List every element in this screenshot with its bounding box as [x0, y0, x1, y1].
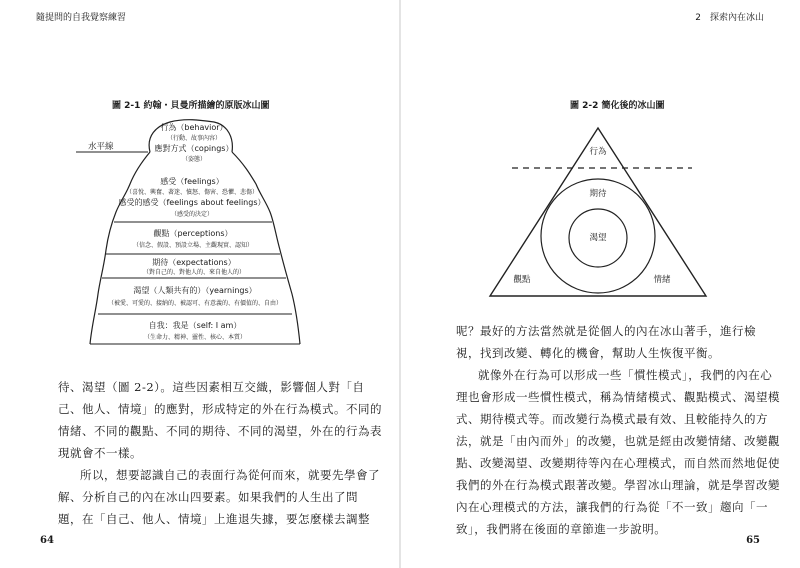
tier-feelings-about-feelings: 感受的感受（feelings about feelings）: [118, 198, 266, 207]
label-behavior: 行為: [589, 147, 607, 157]
tier-feelings-sub: （喜悅、興奮、著迷、憤怒、傷害、恐懼、悲傷）: [125, 189, 259, 196]
tier-copings-sub: （姿態）: [181, 156, 207, 163]
tier-behavior: 行為（behavior）: [160, 123, 228, 132]
paragraph-line: 視，找到改變、轉化的機會，幫助人生恢復平衡。: [456, 346, 720, 360]
paragraph-line: 致」，我們將在後面的章節進一步說明。: [456, 522, 667, 536]
tier-expectations: 期待（expectations）: [152, 258, 236, 267]
label-yearning: 渴望: [589, 233, 607, 243]
tier-yearnings: 渴望（人類共有的）（yearnings）: [133, 286, 257, 295]
tier-self-sub: （生命力、精神、靈性、核心、本質）: [143, 334, 247, 341]
water-line-label: 水平線: [88, 142, 114, 152]
figure-2-1-title: 圖 2-1 約翰・貝曼所描繪的原版冰山圖: [112, 101, 270, 111]
paragraph-line: 就像外在行為可以形成一些「慣性模式」，我們的內在心: [478, 368, 773, 382]
right-page: [400, 0, 800, 568]
running-header-right: 2 探索內在冰山: [695, 13, 764, 23]
right-body-text: [456, 320, 780, 540]
paragraph-line: 式、期待模式等。而改變行為模式最有效、且較能持久的方: [456, 412, 768, 426]
tier-self: 自我：我是（self: I am）: [148, 321, 242, 330]
tier-expectations-sub: （對自己的、對他人的、來自他人的）: [142, 269, 246, 276]
paragraph-line: 待、渴望（圖 2-2）。這些因素相互交織，影響個人對「自: [58, 380, 365, 394]
left-body-text: [58, 376, 382, 530]
tier-feelings-about-feelings-sub: （感受的決定）: [170, 211, 214, 218]
tier-perceptions-sub: （信念、假設、預設立場、主觀現實、認知）: [132, 242, 254, 249]
paragraph-line: 內在心理模式的方法，讓我們的行為從「不一致」趨向「一: [456, 500, 768, 514]
tier-behavior-sub: （行動、故事內容）: [166, 135, 222, 142]
paragraph-line: 現就會不一樣。: [58, 446, 142, 460]
running-header-left: 隨提問的自我覺察練習: [36, 13, 127, 23]
figure-2-2-title: 圖 2-2 簡化後的冰山圖: [570, 101, 665, 111]
paragraph-line: 理也會形成一些慣性模式，稱為情緒模式、觀點模式、渴望模: [456, 390, 780, 404]
iceberg-diagram: [0, 108, 400, 378]
tier-copings: 應對方式（copings）: [154, 144, 234, 153]
label-perception: 觀點: [513, 275, 531, 285]
paragraph-line: 點、改變渴望、改變期待等內在心理模式，而自然而然地促使: [456, 456, 780, 470]
simplified-iceberg-diagram: [400, 112, 800, 312]
paragraph-line: 解、分析自己的內在冰山四要素。如果我們的人生出了問: [58, 490, 358, 504]
paragraph-line: 法，就是「由內而外」的改變，也就是經由改變情緒、改變觀: [456, 434, 780, 448]
page-number-left: 64: [40, 535, 54, 546]
paragraph-line: 我們的外在行為模式跟著改變。學習冰山理論，就是學習改變: [456, 478, 780, 492]
paragraph-line: 題，在「自己、他人、情境」上進退失據，要怎麼樣去調整: [58, 512, 370, 526]
paragraph-line: 己、他人、情境」的應對，形成特定的外在行為模式。不同的: [58, 402, 382, 416]
paragraph-line: 呢？最好的方法當然就是從個人的內在冰山著手，進行檢: [456, 324, 756, 338]
page-number-right: 65: [746, 535, 760, 546]
tier-perceptions: 觀點（perceptions）: [153, 229, 233, 238]
tier-feelings: 感受（feelings）: [160, 177, 224, 186]
tier-yearnings-sub: （被愛、可愛的、接納的、被認可、有意義的、有價值的、自由）: [107, 300, 283, 307]
paragraph-line: 所以，想要認識自己的表面行為從何而來，就要先學會了: [80, 468, 380, 482]
label-emotion: 情緒: [653, 275, 671, 285]
label-expectation: 期待: [589, 189, 607, 199]
paragraph-line: 情緒、不同的觀點、不同的期待、不同的渴望，外在的行為表: [58, 424, 382, 438]
